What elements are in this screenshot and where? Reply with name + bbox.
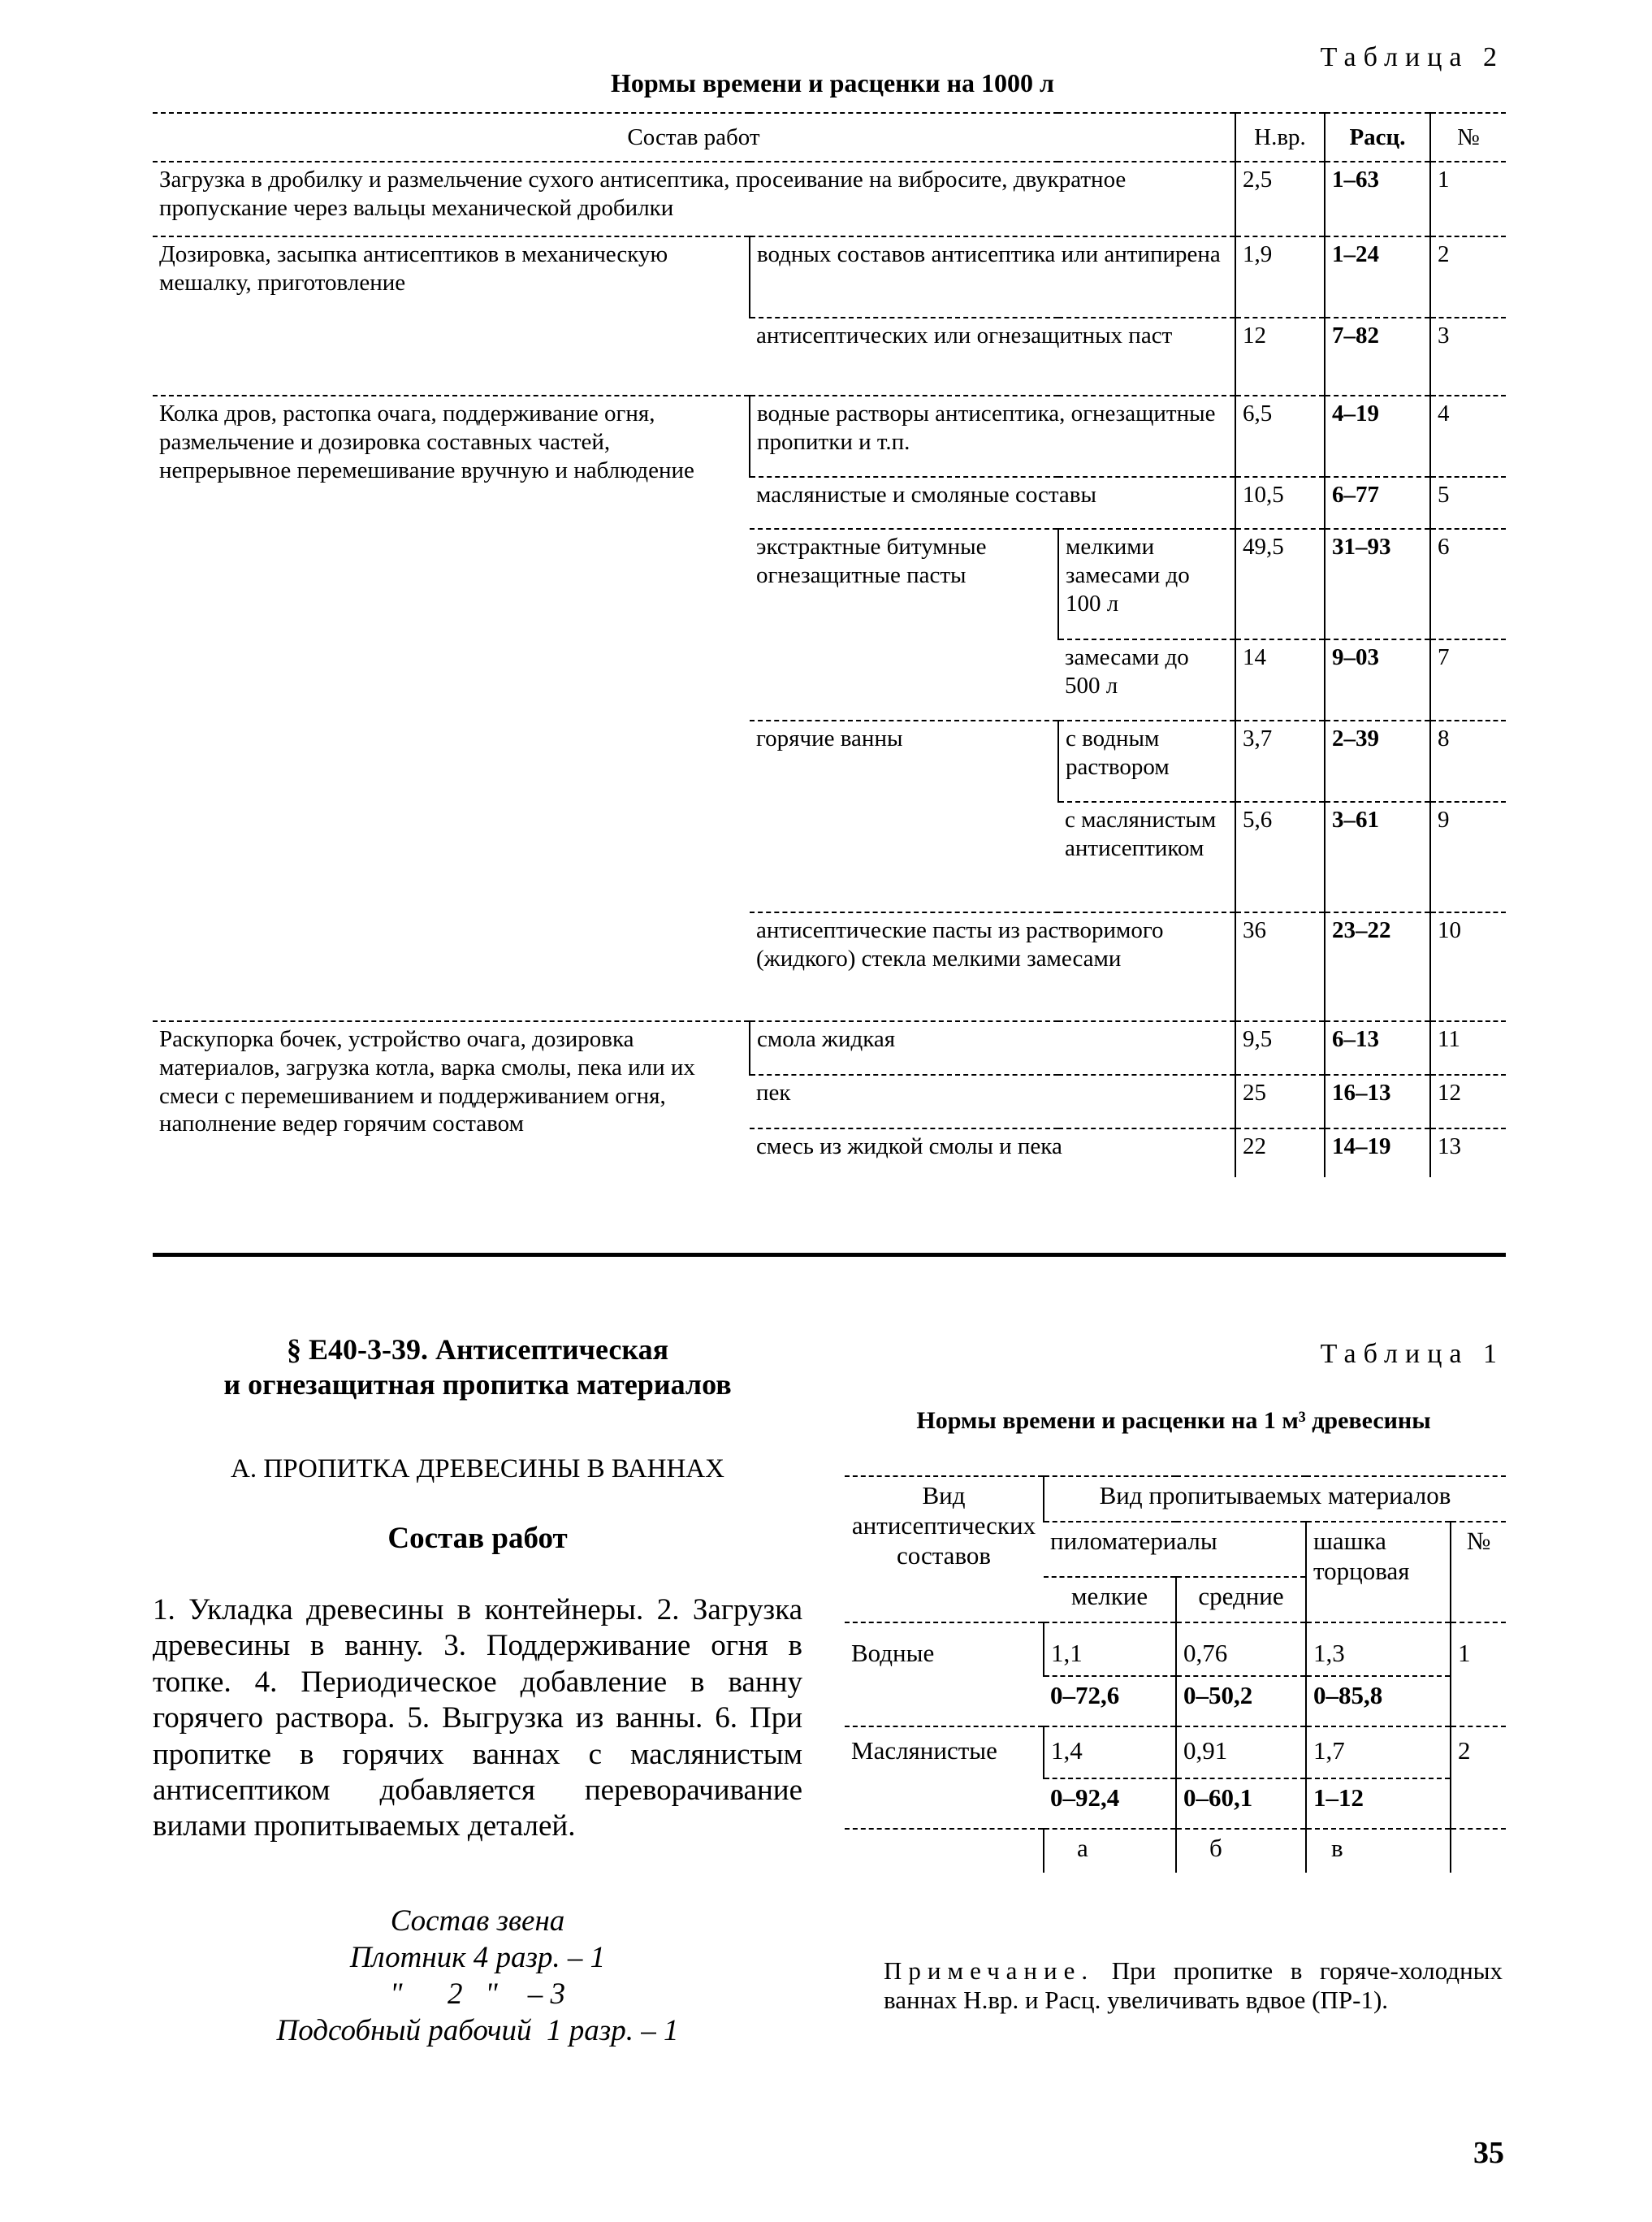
vid-cell: Водные [845, 1622, 1044, 1726]
nvr-cell: 1,9 [1235, 236, 1325, 318]
no-cell: 2 [1430, 236, 1506, 318]
header-vid: Вид антисептических составов [845, 1476, 1044, 1622]
rasc-cell: 6–13 [1325, 1021, 1430, 1075]
work-cell: Загрузка в дробилку и размельчение сухого антисептика, просеивание на вибросите, двукратное пропускание через вальцы механической дробилки [159, 167, 1127, 221]
table-note [884, 1956, 1503, 2014]
nvr-cell: 1,4 [1044, 1726, 1176, 1778]
work-cell: Дозировка, засыпка антисептиков в механическую мешалку, приготовление [153, 236, 750, 396]
no-cell: 11 [1430, 1021, 1506, 1075]
sub-cell: горячие ванны [750, 721, 1058, 912]
crew-composition [153, 1903, 802, 2050]
crew-line: Плотник 4 разр. – 1 [349, 1941, 606, 1975]
header-nvr: Н.вр. [1235, 113, 1325, 162]
no-cell: 6 [1430, 529, 1506, 639]
nvr-cell: 1,1 [1044, 1622, 1176, 1676]
sub2-cell: замесами до 500 л [1058, 639, 1235, 721]
rasc-cell: 1–24 [1325, 236, 1430, 318]
header-no: № [1430, 113, 1506, 162]
rasc-cell: 14–19 [1325, 1128, 1430, 1177]
nvr-cell: 22 [1235, 1128, 1325, 1177]
sub-cell: антисептических или огнезащитных паст [750, 318, 1235, 396]
sub2-cell: с маслянистым антисептиком [1058, 802, 1235, 912]
header-melkie: мелкие [1070, 1582, 1148, 1610]
header-shashka: шашка торцовая [1306, 1522, 1451, 1622]
header-sostav: Состав работ [153, 113, 1235, 162]
no-cell: 2 [1451, 1726, 1506, 1829]
crew-line: Подсобный рабочий 1 разр. – 1 [276, 2014, 679, 2048]
table-label: Таблица 2 [1320, 42, 1504, 72]
no-cell: 4 [1430, 396, 1506, 477]
sub-cell: экстрактные битумные огнезащитные пасты [750, 529, 1058, 721]
sub-cell: смола жидкая [750, 1021, 1235, 1075]
work-cell: Раскупорка бочек, устройство очага, дозировка материалов, загрузка котла, варка смолы, пека или их смеси с перемешиванием и поддерживанием огня, наполнение ведер горячим составом [153, 1021, 750, 1177]
table-row [153, 162, 1506, 236]
norms-table-2 [153, 112, 1506, 1177]
no-cell: 9 [1430, 802, 1506, 912]
nvr-cell: 49,5 [1235, 529, 1325, 639]
rasc-cell: 0–50,2 [1176, 1676, 1306, 1726]
note-label: Примечание. [884, 1956, 1095, 1985]
sub-cell: маслянистые и смоляные составы [750, 477, 1235, 529]
nvr-cell: 3,7 [1235, 721, 1325, 802]
header-no: № [1451, 1522, 1506, 1622]
sub-cell: водных составов антисептика или антипирена [750, 236, 1235, 318]
nvr-cell: 36 [1235, 912, 1325, 1021]
table-header-row [153, 113, 1506, 162]
nvr-cell: 25 [1235, 1075, 1325, 1128]
sub-cell: антисептические пасты из растворимого (жидкого) стекла мелкими замесами [750, 912, 1235, 1021]
note-text: При пропитке в горяче-холодных ваннах Н.вр. и Расц. увеличивать вдвое (ПР-1). [884, 1956, 1503, 2014]
header-materials: Вид пропитываемых материалов [1044, 1476, 1506, 1522]
column-letter: б [1176, 1829, 1306, 1873]
table-row [153, 396, 1506, 477]
nvr-cell: 1,3 [1306, 1622, 1451, 1676]
no-cell: 12 [1430, 1075, 1506, 1128]
no-cell: 5 [1430, 477, 1506, 529]
work-cell: Колка дров, растопка очага, поддерживание огня, размельчение и дозировка составных частей, непрерывное перемешивание вручную и наблюдение [153, 396, 750, 1021]
no-cell: 1 [1430, 162, 1506, 236]
rasc-cell: 4–19 [1325, 396, 1430, 477]
nvr-cell: 2,5 [1235, 162, 1325, 236]
rasc-cell: 0–60,1 [1176, 1778, 1306, 1829]
nvr-cell: 0,76 [1176, 1622, 1306, 1676]
nvr-cell: 0,91 [1176, 1726, 1306, 1778]
nvr-cell: 5,6 [1235, 802, 1325, 912]
table-row [845, 1622, 1506, 1676]
nvr-cell: 9,5 [1235, 1021, 1325, 1075]
table-row [153, 236, 1506, 318]
rasc-cell: 0–85,8 [1306, 1676, 1451, 1726]
rasc-cell: 31–93 [1325, 529, 1430, 639]
no-cell: 13 [1430, 1128, 1506, 1177]
section-title-line: и огнезащитная пропитка материалов [223, 1368, 732, 1401]
sub-cell: пек [750, 1075, 1235, 1128]
section-divider [153, 1253, 1506, 1257]
subsection-heading: А. ПРОПИТКА ДРЕВЕСИНЫ В ВАННАХ [231, 1454, 724, 1483]
sub2-cell: мелкими замесами до 100 л [1058, 529, 1235, 639]
rasc-cell: 23–22 [1325, 912, 1430, 1021]
table-title: Нормы времени и расценки на 1 м³ древесины [916, 1407, 1431, 1434]
rasc-cell: 7–82 [1325, 318, 1430, 396]
rasc-cell: 9–03 [1325, 639, 1430, 721]
sub2-cell: с водным раствором [1058, 721, 1235, 802]
rasc-cell: 6–77 [1325, 477, 1430, 529]
vid-cell: Маслянистые [845, 1726, 1044, 1829]
rasc-cell: 3–61 [1325, 802, 1430, 912]
sub-cell: смесь из жидкой смолы и пека [750, 1128, 1235, 1177]
header-rasc: Расц. [1325, 113, 1430, 162]
nvr-cell: 10,5 [1235, 477, 1325, 529]
table-row [845, 1829, 1506, 1873]
section-title-line: § Е40-3-39. Антисептическая [286, 1333, 669, 1366]
section-title [153, 1332, 802, 1402]
header-pilo: пиломатериалы [1044, 1522, 1306, 1577]
rasc-cell: 1–12 [1306, 1778, 1451, 1829]
sub-cell: водные растворы антисептика, огнезащитные пропитки и т.п. [750, 396, 1235, 477]
column-letter: а [1044, 1829, 1176, 1873]
table-row [845, 1726, 1506, 1778]
header-srednie: средние [1176, 1577, 1306, 1622]
column-letter: в [1306, 1829, 1451, 1873]
table-row [153, 1021, 1506, 1075]
nvr-cell: 14 [1235, 639, 1325, 721]
norms-table-1 [845, 1475, 1506, 1873]
rasc-cell: 16–13 [1325, 1075, 1430, 1128]
crew-line: " 2 " – 3 [389, 1977, 566, 2012]
no-cell: 1 [1451, 1622, 1506, 1726]
empty-cell [845, 1829, 1044, 1873]
page-number: 35 [1473, 2136, 1504, 2170]
table-label: Таблица 1 [1320, 1339, 1504, 1369]
no-cell: 8 [1430, 721, 1506, 802]
nvr-cell: 6,5 [1235, 396, 1325, 477]
table-header-row [845, 1476, 1506, 1522]
rasc-cell: 0–72,6 [1044, 1676, 1176, 1726]
table-title: Нормы времени и расценки на 1000 л [611, 68, 1054, 97]
rasc-cell: 2–39 [1325, 721, 1430, 802]
crew-title: Состав звена [390, 1904, 565, 1938]
no-cell: 10 [1430, 912, 1506, 1021]
no-cell: 7 [1430, 639, 1506, 721]
rasc-cell: 1–63 [1325, 162, 1430, 236]
empty-cell [1451, 1829, 1506, 1873]
nvr-cell: 1,7 [1306, 1726, 1451, 1778]
work-composition-heading: Состав работ [387, 1522, 568, 1555]
work-composition-text: 1. Укладка древесины в контейнеры. 2. Загрузка древесины в ванну. 3. Поддерживание огня в топке. 4. Периодическое добавление в ванну горячего раствора. 5. Выгрузка из ванны. 6. При пропитке в горячих ваннах с маслянистым антисептиком добавляется переворачивание вилами пропитываемых деталей. [153, 1593, 802, 1843]
nvr-cell: 12 [1235, 318, 1325, 396]
rasc-cell: 0–92,4 [1044, 1778, 1176, 1829]
no-cell: 3 [1430, 318, 1506, 396]
